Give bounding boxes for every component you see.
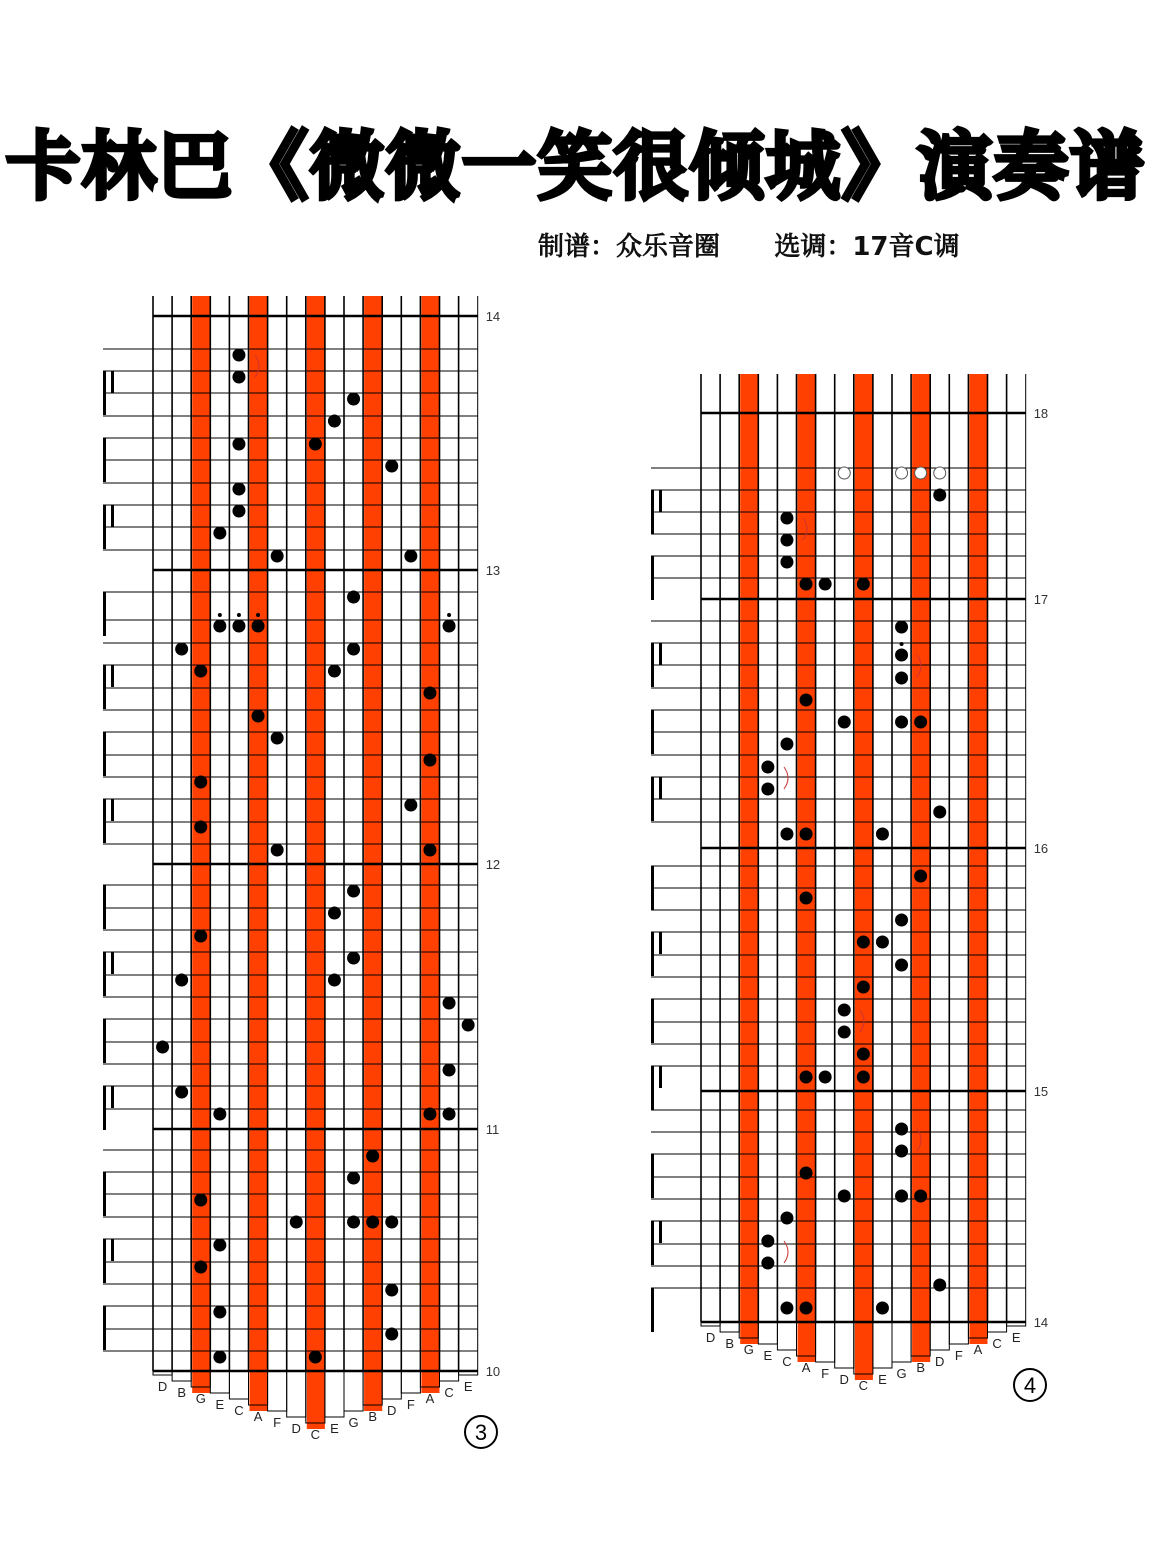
tine-key-outline [777, 1322, 796, 1350]
note-dot [800, 694, 813, 707]
tine-key-label: F [821, 1366, 830, 1381]
note-dot [895, 716, 908, 729]
note-dot [895, 1145, 908, 1158]
tine-key-label: B [368, 1409, 377, 1424]
tine-key-label: G [348, 1415, 359, 1430]
note-dot [213, 1306, 226, 1319]
page-number: 4 [1023, 1373, 1037, 1398]
octave-dot [900, 642, 904, 646]
note-dot [443, 620, 456, 633]
rhythm-bar [659, 1221, 662, 1243]
rhythm-bar [103, 885, 106, 929]
note-dot [194, 1194, 207, 1207]
tine-key-outline [325, 1371, 344, 1417]
tine-key-label: C [782, 1354, 792, 1369]
note-dot [404, 550, 417, 563]
tab-chart-3 [103, 296, 500, 1448]
note-dot [232, 620, 245, 633]
note-dot [838, 1026, 851, 1039]
tine-key-label: C [992, 1336, 1002, 1351]
note-dot [895, 672, 908, 685]
tine-key-outline [344, 1371, 363, 1411]
note-dot [175, 643, 188, 656]
measure-number: 13 [485, 563, 501, 578]
page-number: 3 [474, 1420, 488, 1445]
note-dot [800, 578, 813, 591]
measure-number: 15 [1033, 1084, 1049, 1099]
tine-key-label: A [425, 1391, 435, 1406]
tine-key-label: E [763, 1348, 773, 1363]
tine-key-label: B [916, 1360, 925, 1375]
tine-key-label: F [273, 1415, 282, 1430]
tine-key-label: B [725, 1336, 734, 1351]
note-dot [876, 1302, 889, 1315]
octave-dot [256, 613, 260, 617]
note-dot [347, 1172, 360, 1185]
tine-key-label: E [330, 1421, 339, 1436]
tine-key-label: G [743, 1342, 754, 1357]
note-dot [933, 489, 946, 502]
note-dot [780, 1302, 793, 1315]
note-dot [290, 1216, 303, 1229]
note-dot [271, 550, 284, 563]
tine-key-label: G [896, 1366, 907, 1381]
note-dot [309, 1351, 322, 1364]
tine-key-outline [930, 1322, 949, 1350]
note-dot [443, 1064, 456, 1077]
note-dot [194, 776, 207, 789]
tine-key-outline [988, 1322, 1007, 1332]
hollow-note [915, 467, 927, 479]
note-dot [838, 1004, 851, 1017]
tine-key-outline [172, 1371, 191, 1381]
tine-key-label: B [177, 1385, 186, 1400]
note-dot [838, 716, 851, 729]
rhythm-bar [111, 952, 114, 974]
note-dot [213, 1351, 226, 1364]
rhythm-bar [651, 866, 654, 910]
note-dot [328, 415, 341, 428]
note-dot [914, 716, 927, 729]
note-dot [423, 1108, 436, 1121]
note-dot [876, 936, 889, 949]
key-label: 选调：17音C调 [774, 232, 960, 262]
tab-chart-4 [651, 374, 1048, 1401]
measure-number: 18 [1033, 406, 1049, 421]
rhythm-bar [103, 665, 106, 709]
tine-key-label: D [157, 1379, 168, 1394]
rhythm-bar [659, 643, 662, 665]
note-dot [213, 1239, 226, 1252]
highlight-tine [855, 374, 873, 1380]
highlight-tine [912, 374, 930, 1362]
rhythm-bar [651, 710, 654, 754]
note-dot [347, 591, 360, 604]
note-dot [328, 974, 341, 987]
tine-key-outline [758, 1322, 777, 1344]
rhythm-bar [651, 643, 654, 687]
highlight-tine [307, 296, 325, 1429]
note-dot [895, 1123, 908, 1136]
rhythm-bar [111, 1239, 114, 1261]
note-dot [443, 1108, 456, 1121]
note-dot [895, 621, 908, 634]
note-dot [423, 754, 436, 767]
note-dot [857, 1048, 870, 1061]
note-dot [385, 1284, 398, 1297]
note-dot [366, 1150, 379, 1163]
note-dot [328, 665, 341, 678]
tine-key-label: C [858, 1378, 869, 1393]
rhythm-bar [103, 952, 106, 996]
note-dot [252, 620, 265, 633]
note-dot [914, 870, 927, 883]
octave-dot [237, 613, 241, 617]
note-dot [213, 527, 226, 540]
tine-key-outline [382, 1371, 401, 1399]
rhythm-bar [103, 1086, 106, 1130]
tine-key-label: D [291, 1421, 301, 1436]
note-dot [194, 665, 207, 678]
note-dot [780, 1212, 793, 1225]
rhythm-bar [651, 556, 654, 600]
note-dot [780, 534, 793, 547]
note-dot [252, 710, 265, 723]
tine-key-label: A [801, 1360, 811, 1375]
note-dot [895, 649, 908, 662]
tine-key-label: E [1011, 1330, 1021, 1345]
rhythm-bar [111, 799, 114, 821]
tine-key-outline [287, 1371, 306, 1417]
measure-number: 11 [485, 1122, 500, 1137]
note-dot [232, 438, 245, 451]
note-dot [780, 512, 793, 525]
hollow-note [896, 467, 908, 479]
tine-key-label: F [954, 1348, 963, 1363]
note-dot [895, 959, 908, 972]
note-dot [933, 806, 946, 819]
rhythm-bar [103, 438, 106, 482]
page-title: 卡林巴《微微一笑很倾城》演奏谱 [6, 124, 1146, 210]
note-dot [780, 738, 793, 751]
octave-dot [218, 613, 222, 617]
slur-mark [784, 767, 788, 789]
note-dot [423, 687, 436, 700]
note-dot [857, 936, 870, 949]
note-dot [271, 844, 284, 857]
note-dot [232, 505, 245, 518]
note-dot [404, 799, 417, 812]
rhythm-bar [103, 1019, 106, 1063]
tine-key-outline [835, 1322, 854, 1368]
rhythm-bar [651, 1221, 654, 1265]
note-dot [761, 761, 774, 774]
rhythm-bar [659, 932, 662, 954]
note-dot [347, 952, 360, 965]
tine-key-label: D [935, 1354, 945, 1369]
rhythm-bar [651, 1066, 654, 1110]
tine-key-label: F [406, 1397, 415, 1412]
note-dot [800, 1071, 813, 1084]
rhythm-bar [103, 505, 106, 549]
rhythm-bar [103, 1306, 106, 1350]
note-dot [194, 1261, 207, 1274]
rhythm-bar [103, 371, 106, 415]
rhythm-bar [659, 490, 662, 512]
rhythm-bar [651, 490, 654, 534]
tine-key-outline [720, 1322, 739, 1332]
note-dot [347, 643, 360, 656]
tine-key-outline [210, 1371, 229, 1393]
note-dot [761, 1235, 774, 1248]
tine-key-outline [440, 1371, 459, 1381]
note-dot [194, 930, 207, 943]
note-dot [175, 974, 188, 987]
rhythm-bar [651, 777, 654, 821]
note-dot [800, 828, 813, 841]
note-dot [895, 914, 908, 927]
note-dot [819, 578, 832, 591]
note-dot [914, 1190, 927, 1203]
hollow-note [838, 467, 850, 479]
note-dot [232, 371, 245, 384]
note-dot [876, 828, 889, 841]
tine-key-outline [229, 1371, 248, 1399]
tine-key-label: C [234, 1403, 244, 1418]
note-dot [462, 1019, 475, 1032]
highlight-tine [364, 296, 382, 1411]
tine-key-outline [401, 1371, 420, 1393]
tine-key-label: G [195, 1391, 206, 1406]
note-dot [232, 349, 245, 362]
note-dot [328, 907, 341, 920]
tine-key-outline [949, 1322, 968, 1344]
note-dot [309, 438, 322, 451]
note-dot [194, 821, 207, 834]
note-dot [232, 483, 245, 496]
note-dot [780, 556, 793, 569]
measure-number: 12 [485, 857, 501, 872]
tine-key-label: D [387, 1403, 397, 1418]
tine-key-label: D [839, 1372, 849, 1387]
tine-key-label: E [215, 1397, 225, 1412]
note-dot [366, 1216, 379, 1229]
measure-number: 14 [1033, 1315, 1049, 1330]
note-dot [347, 393, 360, 406]
note-dot [838, 1190, 851, 1203]
note-dot [443, 997, 456, 1010]
highlight-tine [798, 374, 816, 1362]
note-dot [271, 732, 284, 745]
note-dot [800, 1302, 813, 1315]
rhythm-bar [659, 1066, 662, 1088]
note-dot [857, 578, 870, 591]
measure-number: 14 [485, 309, 501, 324]
rhythm-bar [111, 505, 114, 527]
note-dot [800, 1167, 813, 1180]
note-dot [761, 783, 774, 796]
tine-key-label: E [878, 1372, 887, 1387]
tine-key-label: A [973, 1342, 983, 1357]
rhythm-bar [651, 1288, 654, 1332]
note-dot [347, 885, 360, 898]
tine-key-outline [892, 1322, 911, 1362]
tine-key-outline [268, 1371, 287, 1411]
tine-key-label: C [444, 1385, 454, 1400]
tine-key-label: A [253, 1409, 263, 1424]
note-dot [385, 460, 398, 473]
highlight-tine [250, 296, 268, 1411]
note-dot [385, 1216, 398, 1229]
rhythm-bar [103, 592, 106, 636]
note-dot [213, 1108, 226, 1121]
note-dot [156, 1041, 169, 1054]
octave-dot [447, 613, 451, 617]
note-dot [857, 1071, 870, 1084]
rhythm-bar [103, 799, 106, 843]
tine-key-outline [873, 1322, 892, 1368]
note-dot [857, 981, 870, 994]
arranger-label: 制谱：众乐音圈 [538, 232, 721, 262]
note-dot [895, 1190, 908, 1203]
measure-number: 17 [1033, 592, 1049, 607]
note-dot [175, 1086, 188, 1099]
rhythm-bar [103, 732, 106, 776]
note-dot [347, 1216, 360, 1229]
rhythm-bar [111, 1086, 114, 1108]
rhythm-bar [651, 1154, 654, 1198]
note-dot [213, 620, 226, 633]
rhythm-bar [103, 1239, 106, 1283]
note-dot [800, 892, 813, 905]
rhythm-bar [651, 999, 654, 1043]
tine-key-label: D [705, 1330, 716, 1345]
note-dot [933, 1279, 946, 1292]
note-dot [423, 844, 436, 857]
rhythm-bar [651, 932, 654, 976]
rhythm-bar [659, 777, 662, 799]
note-dot [761, 1257, 774, 1270]
measure-number: 10 [485, 1364, 501, 1379]
rhythm-bar [111, 371, 114, 393]
measure-number: 16 [1033, 841, 1049, 856]
hollow-note [934, 467, 946, 479]
rhythm-bar [103, 1172, 106, 1216]
note-dot [780, 828, 793, 841]
rhythm-bar [111, 665, 114, 687]
tine-key-label: E [463, 1379, 473, 1394]
note-dot [819, 1071, 832, 1084]
note-dot [385, 1328, 398, 1341]
tine-key-outline [816, 1322, 835, 1362]
tine-key-label: C [310, 1427, 321, 1442]
